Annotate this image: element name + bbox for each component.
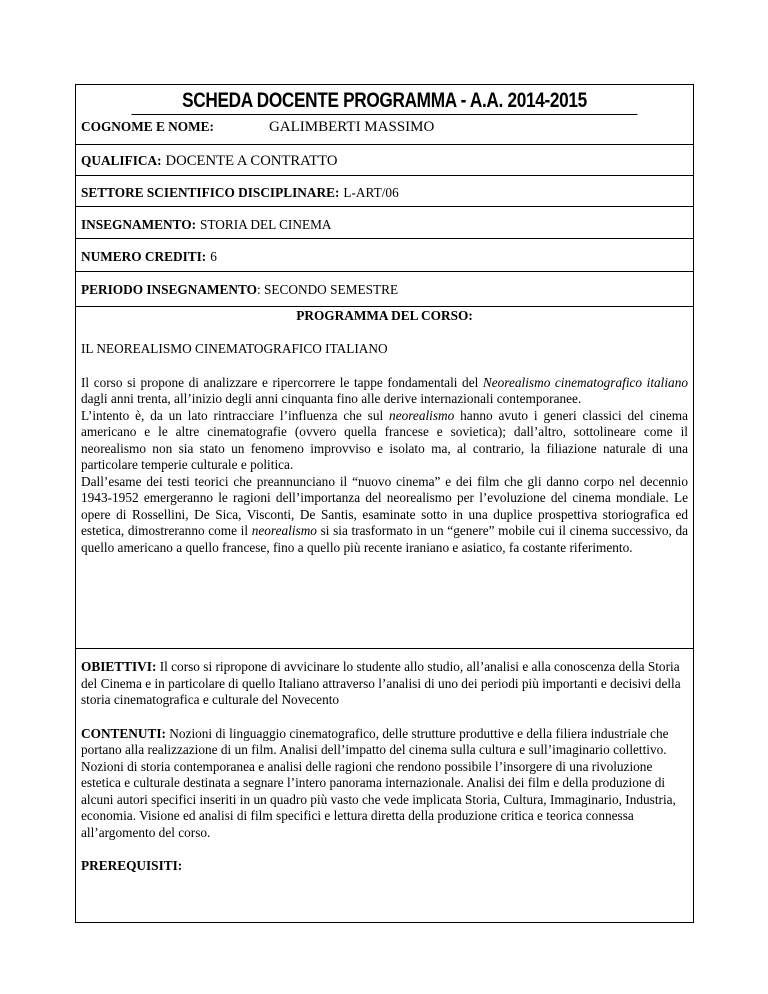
periodo-label: PERIODO INSEGNAMENTO — [81, 282, 257, 297]
qualifica-row — [76, 145, 693, 176]
name-label: COGNOME E NOME: — [81, 119, 214, 134]
periodo-row — [76, 272, 693, 307]
programma-paragraph-3: Dall’esame dei testi teorici che preannunciano il “nuovo cinema” e dei film che gli danno corpo nel decennio 1943-1952 emergeranno le ragioni dell’importanza del neorealismo per l’evoluzione del cinema mondiale. Le opere di Rossellini, De Sica, Visconti, De Santis, esaminate sotto in una duplice prospettiva storiografica ed estetica, dimostreranno come il neorealismo si sia trasformato in un “genere” mobile cui il cinema successivo, da quello americano a quello francese, fino a quello più recente iraniano e asiatico, fa costante riferimento. — [81, 473, 688, 555]
programma-section — [76, 307, 693, 649]
programma-subtitle: IL NEOREALISMO CINEMATOGRAFICO ITALIANO — [81, 341, 388, 356]
page-title: SCHEDA DOCENTE PROGRAMMA - A.A. 2014-2015 — [132, 85, 638, 115]
crediti-label: NUMERO CREDITI: — [81, 249, 207, 264]
crediti-value: 6 — [210, 249, 217, 264]
obiettivi-paragraph — [81, 659, 688, 709]
obiettivi-text: Il corso si ripropone di avvicinare lo studente allo studio, all’analisi e alla conoscenza della Storia del Cinema e in particolare di quello Italiano attraverso l’analisi di uno dei periodi più importanti e decisivi della storia cinematografica e culturale del Novecento — [81, 659, 681, 707]
prerequisiti-label: PREREQUISITI: — [81, 858, 183, 873]
settore-label: SETTORE SCIENTIFICO DISCIPLINARE: — [81, 185, 340, 200]
program-sheet — [75, 84, 694, 923]
qualifica-label: QUALIFICA: — [81, 153, 162, 168]
programma-heading: PROGRAMMA DEL CORSO: — [296, 308, 473, 323]
name-value: GALIMBERTI MASSIMO — [268, 119, 435, 135]
contenuti-paragraph — [81, 726, 688, 842]
periodo-value: : SECONDO SEMESTRE — [256, 282, 399, 297]
crediti-row — [76, 239, 693, 272]
insegnamento-label: INSEGNAMENTO: — [81, 217, 197, 232]
obiettivi-section — [76, 649, 693, 922]
qualifica-value: DOCENTE A CONTRATTO — [165, 153, 338, 169]
programma-paragraph-2: L’intento è, da un lato rintracciare l’influenza che sul neorealismo hanno avuto i generi classici del cinema americano e le altre cinematografie (ovvero quella francese e sovietica); dall’altro, sottolineare come il neorealismo non sia stato un fenomeno improvviso e isolato ma, al contrario, la filiazione naturale di una particolare temperie culturale e politica. — [81, 407, 688, 472]
contenuti-text: Nozioni di linguaggio cinematografico, delle strutture produttive e della filiera industriale che portano alla realizzazione di un film. Analisi dell’impatto del cinema sulla cultura e sull’imaginario collettivo. Nozioni di storia contemporanea e analisi delle ragioni che rendono possibile l’insorgere di una rivoluzione estetica e culturale destinata a segnare l’intero panorama internazionale. Analisi dei film e della produzione di alcuni autori specifici inseriti in un quadro più vasto che vede implicata Storia, Cultura, Immaginario, Industria, economia. Visione ed analisi di film specifici e lettura diretta della produzione critica e teorica connessa all’argomento del corso. — [81, 725, 676, 840]
settore-row — [76, 176, 693, 207]
insegnamento-row — [76, 207, 693, 239]
settore-value: L-ART/06 — [343, 185, 399, 200]
insegnamento-value: STORIA DEL CINEMA — [200, 217, 332, 232]
obiettivi-label: OBIETTIVI: — [81, 659, 157, 674]
prerequisiti-paragraph — [81, 858, 688, 875]
name-row — [76, 115, 693, 145]
contenuti-label: CONTENUTI: — [81, 725, 166, 741]
programma-paragraph-1: Il corso si propone di analizzare e ripercorrere le tappe fondamentali del Neorealismo cinematografico italiano dagli anni trenta, all’inizio degli anni cinquanta fino alle derive internazionali contemporanee. — [81, 374, 689, 406]
